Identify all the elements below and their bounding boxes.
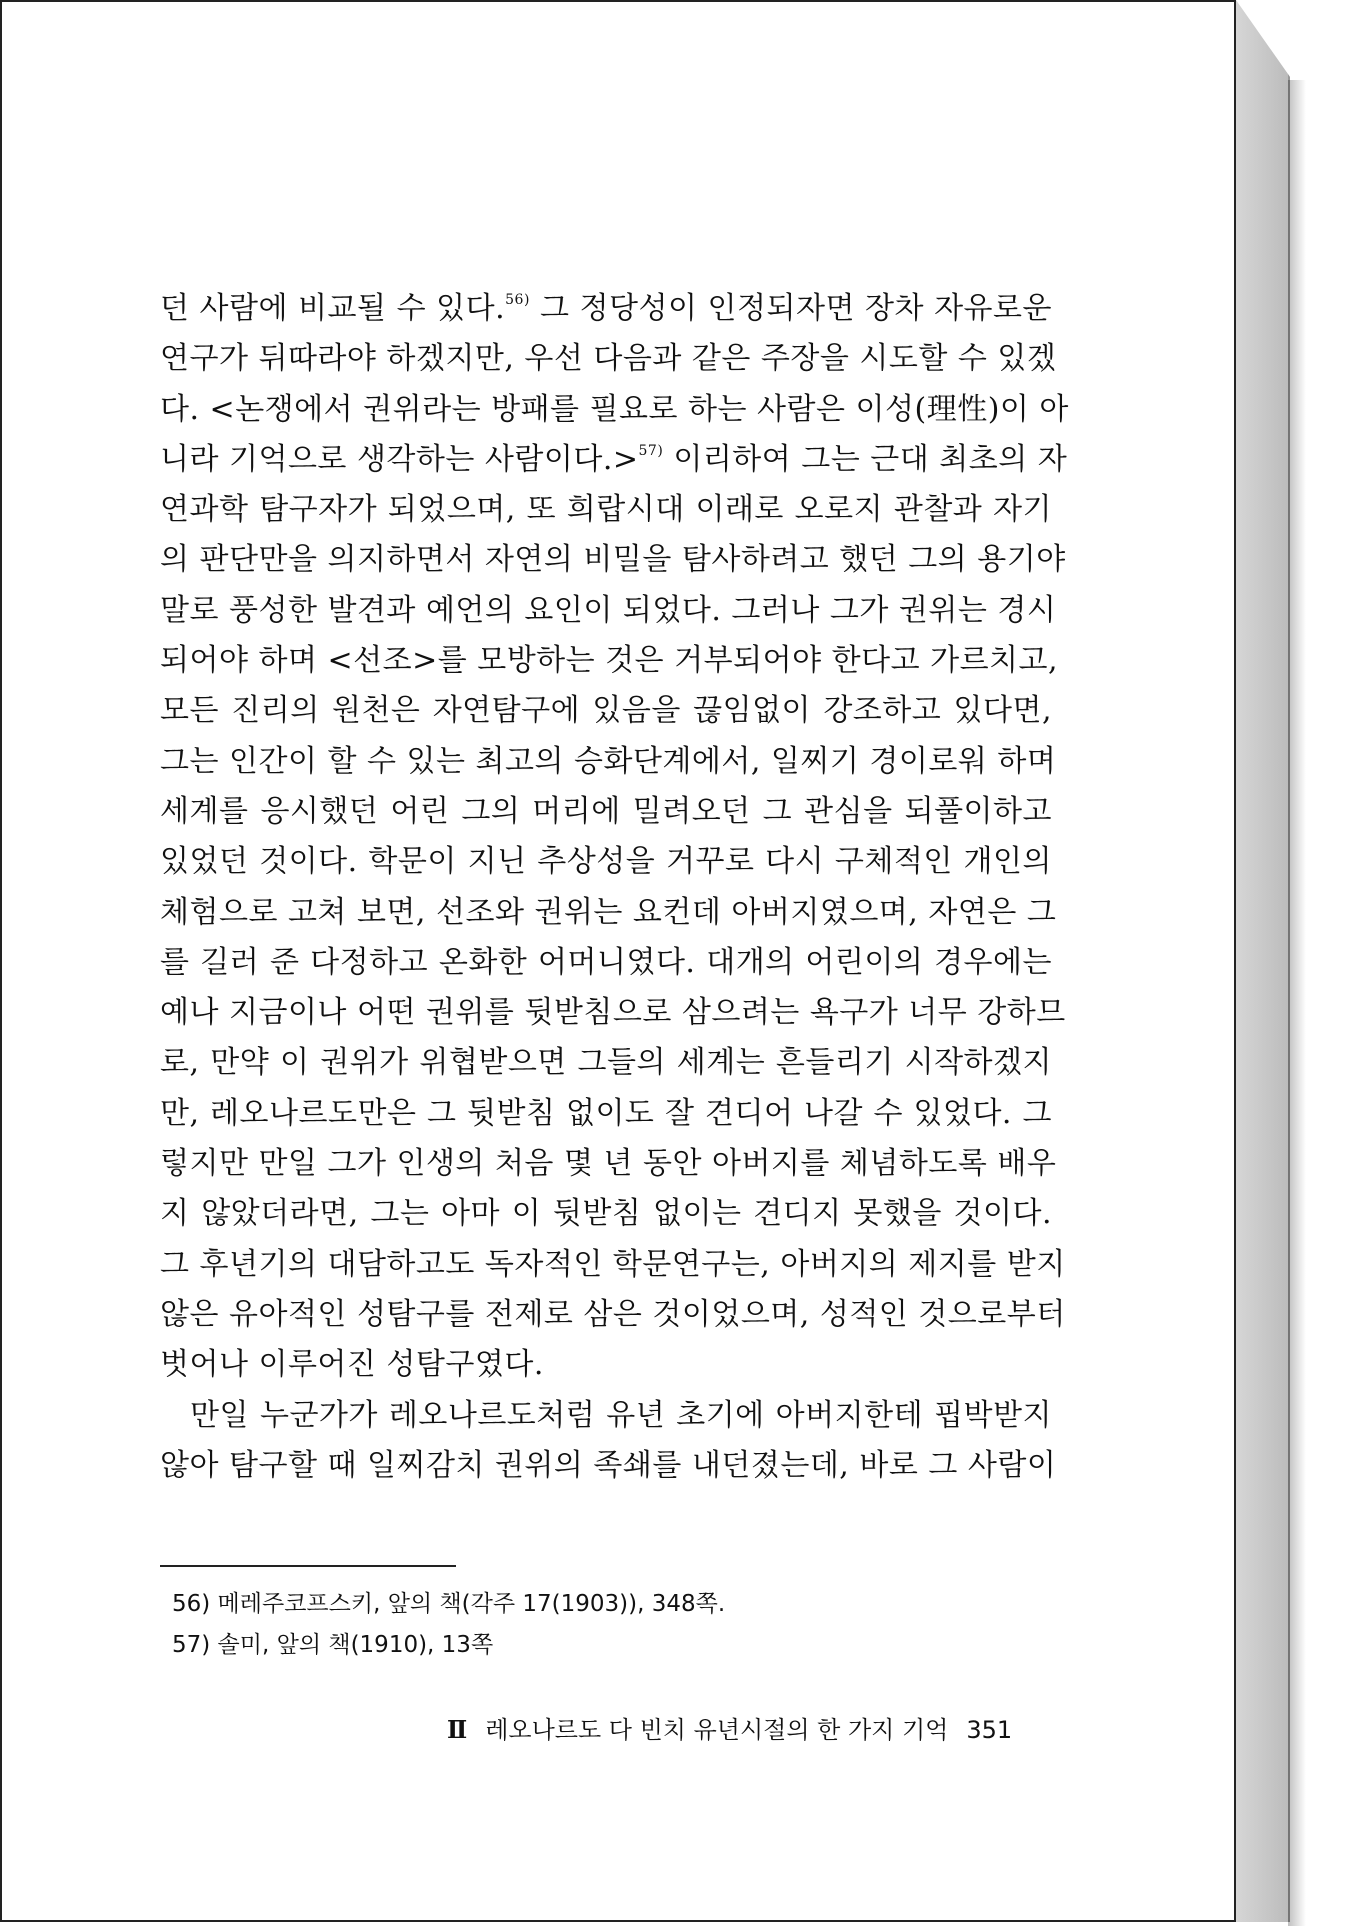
text-line: 모든 진리의 원천은 자연탐구에 있음을 끊임없이 강조하고 있다면, [160, 693, 1052, 729]
footnote-ref-57: 57) [638, 442, 664, 459]
running-footer [447, 1710, 1012, 1745]
body-text [160, 284, 1069, 1491]
text-line: 의 판단만을 의지하면서 자연의 비밀을 탐사하려고 했던 그의 용기야 [160, 542, 1066, 578]
page-edge [1236, 0, 1290, 1922]
text-line: 지 않았더라면, 그는 아마 이 뒷받침 없이는 견디지 못했을 것이다. [160, 1196, 1052, 1232]
text-line: 그 후년기의 대담하고도 독자적인 학문연구는, 아버지의 제지를 받지 [160, 1246, 1066, 1282]
page-number: 351 [966, 1716, 1013, 1744]
footnotes [172, 1584, 725, 1666]
text-line: 않은 유아적인 성탐구를 전제로 삼은 것이었으며, 성적인 것으로부터 [160, 1296, 1066, 1332]
chapter-title: 레오나르도 다 빈치 유년시절의 한 가지 기억 [485, 1716, 949, 1744]
footnote-divider [160, 1565, 456, 1567]
text-line: 만일 누군가가 레오나르도처럼 유년 초기에 아버지한테 핍박받지 [190, 1397, 1052, 1433]
page-shadow [1288, 80, 1306, 1926]
footnote-57: 57) 솔미, 앞의 책(1910), 13쪽 [172, 1632, 494, 1658]
text-line: 체험으로 고쳐 보면, 선조와 권위는 요컨데 아버지였으며, 자연은 그 [160, 894, 1057, 930]
text-line: 말로 풍성한 발견과 예언의 요인이 되었다. 그러나 그가 권위는 경시 [160, 592, 1057, 628]
text-line: 되어야 하며 <선조>를 모방하는 것은 거부되어야 한다고 가르치고, [160, 643, 1059, 679]
text-line: 벗어나 이루어진 성탐구였다. [160, 1347, 544, 1383]
text-line: 다. <논쟁에서 권위라는 방패를 필요로 하는 사람은 이성(理性)이 아 [160, 391, 1069, 427]
text-line: 로, 만약 이 권위가 위협받으면 그들의 세계는 흔들리기 시작하겠지 [160, 1045, 1052, 1081]
footnote-56: 56) 메레주코프스키, 앞의 책(각주 17(1903)), 348쪽. [172, 1591, 726, 1617]
text-line: 않아 탐구할 때 일찌감치 권위의 족쇄를 내던졌는데, 바로 그 사람이 [160, 1447, 1057, 1483]
text-line: 있었던 것이다. 학문이 지닌 추상성을 거꾸로 다시 구체적인 개인의 [160, 844, 1052, 880]
text-line: 니라 기억으로 생각하는 사람이다.>$^{57)}$ 이리하여 그는 근대 최초의 자 [160, 441, 1068, 477]
text-line: 예나 지금이나 어떤 권위를 뒷받침으로 삼으려는 욕구가 너무 강하므 [160, 995, 1066, 1031]
text-line: 세계를 응시했던 어린 그의 머리에 밀려오던 그 관심을 되풀이하고 [160, 793, 1052, 829]
text-line: 연과학 탐구자가 되었으며, 또 희랍시대 이래로 오로지 관찰과 자기 [160, 492, 1052, 528]
text-line: 그는 인간이 할 수 있는 최고의 승화단계에서, 일찌기 경이로워 하며 [160, 743, 1057, 779]
text-line: 렇지만 만일 그가 인생의 처음 몇 년 동안 아버지를 체념하도록 배우 [160, 1146, 1057, 1182]
chapter-number: Ⅱ [447, 1715, 468, 1744]
text-line: 를 길러 준 다정하고 온화한 어머니였다. 대개의 어린이의 경우에는 [160, 944, 1052, 980]
text-line: 만, 레오나르도만은 그 뒷받침 없이도 잘 견디어 나갈 수 있었다. 그 [160, 1095, 1052, 1131]
text-line: 던 사람에 비교될 수 있다.$^{56)}$ 그 정당성이 인정되자면 장차 자유로운 [160, 291, 1052, 326]
text-line: 연구가 뒤따라야 하겠지만, 우선 다음과 같은 주장을 시도할 수 있겠 [160, 341, 1057, 377]
footnote-ref-56: 56) [505, 292, 530, 308]
